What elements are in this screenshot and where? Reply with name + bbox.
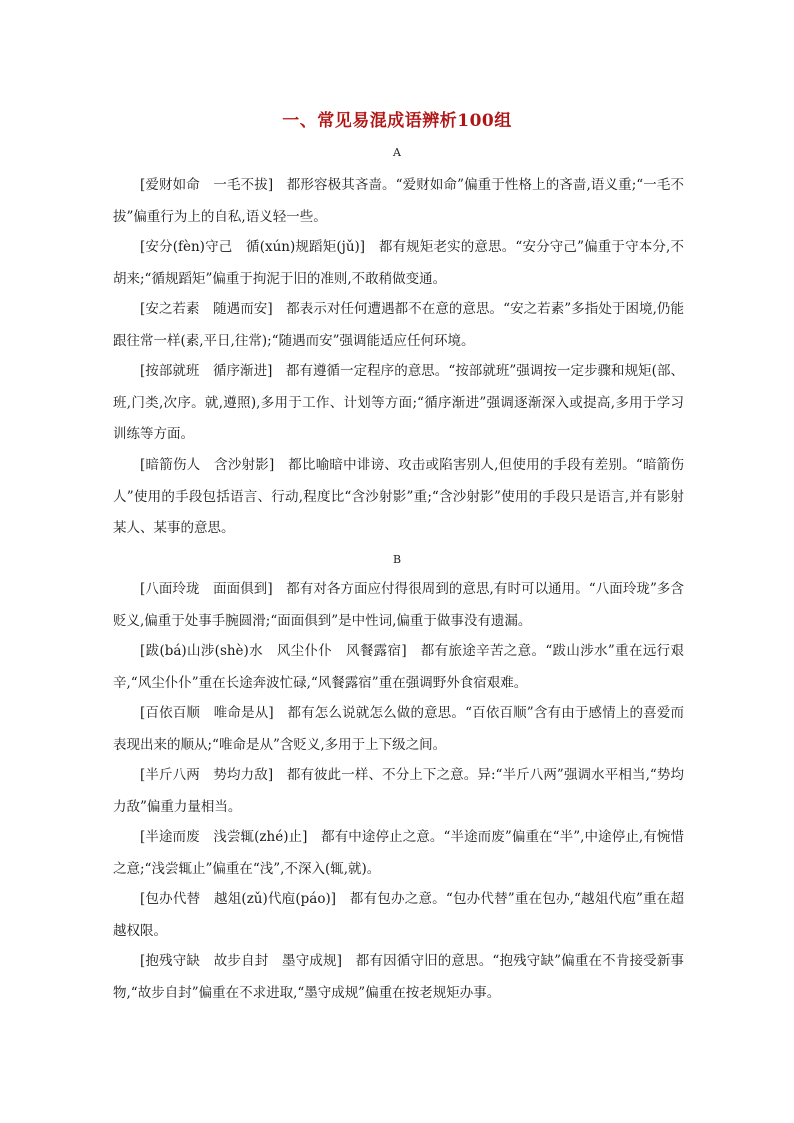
entry-paragraph: [按部就班 循序渐进] 都有遵循一定程序的意思。“按部就班”强调按一定步骤和规矩(部、班,门类,次序。就,遵照),多用于工作、计划等方面;“循序渐进”强调逐渐深入或提高,多用于学习训练等方面。 [113, 363, 684, 442]
entry-paragraph: [八面玲珑 面面俱到] 都有对各方面应付得很周到的意思,有时可以通用。“八面玲珑”多含贬义,偏重于处事手腕圆滑;“面面俱到”是中性词,偏重于做事没有遗漏。 [113, 581, 684, 629]
entry-paragraph: [暗箭伤人 含沙射影] 都比喻暗中诽谤、攻击或陷害别人,但使用的手段有差别。“暗箭伤人”使用的手段包括语言、行动,程度比“含沙射影”重;“含沙射影”使用的手段只是语言,并有影射某人、某事的意思。 [113, 457, 684, 536]
entry-paragraph: [跋(bá)山涉(shè)水 风尘仆仆 风餐露宿] 都有旅途辛苦之意。“跋山涉水”重在远行艰辛,“风尘仆仆”重在长途奔波忙碌,“风餐露宿”重在强调野外食宿艰难。 [113, 643, 684, 691]
entry-paragraph: [半斤八两 势均力敌] 都有彼此一样、不分上下之意。异:“半斤八两”强调水平相当,“势均力敌”偏重力量相当。 [113, 767, 684, 815]
section-letter-a: A [393, 146, 401, 159]
entry-paragraph: [百依百顺 唯命是从] 都有怎么说就怎么做的意思。“百依百顺”含有由于感情上的喜爱而表现出来的顺从;“唯命是从”含贬义,多用于上下级之间。 [113, 705, 684, 753]
entry-paragraph: [包办代替 越俎(zǔ)代庖(páo)] 都有包办之意。“包办代替”重在包办,“越俎代庖”重在超越权限。 [113, 891, 684, 939]
page-title: 一、常见易混成语辨析100组 [282, 111, 512, 131]
entry-paragraph: [安分(fèn)守己 循(xún)规蹈矩(jǔ)] 都有规矩老实的意思。“安分守己”偏重于守本分,不胡来;“循规蹈矩”偏重于拘泥于旧的准则,不敢稍做变通。 [113, 239, 684, 287]
entry-paragraph: [爱财如命 一毛不拔] 都形容极其吝啬。“爱财如命”偏重于性格上的吝啬,语义重;“一毛不拔”偏重行为上的自私,语义轻一些。 [113, 177, 684, 225]
section-letter-b: B [392, 553, 402, 566]
entry-paragraph: [抱残守缺 故步自封 墨守成规] 都有因循守旧的意思。“抱残守缺”偏重在不肯接受新事物,“故步自封”偏重在不求进取,“墨守成规”偏重在按老规矩办事。 [113, 953, 684, 1001]
entry-paragraph: [半途而废 浅尝辄(zhé)止] 都有中途停止之意。“半途而废”偏重在“半”,中途停止,有惋惜之意;“浅尝辄止”偏重在“浅”,不深入(辄,就)。 [113, 829, 684, 877]
entry-paragraph: [安之若素 随遇而安] 都表示对任何遭遇都不在意的意思。“安之若素”多指处于困境,仍能跟往常一样(素,平日,往常);“随遇而安”强调能适应任何环境。 [113, 301, 684, 349]
